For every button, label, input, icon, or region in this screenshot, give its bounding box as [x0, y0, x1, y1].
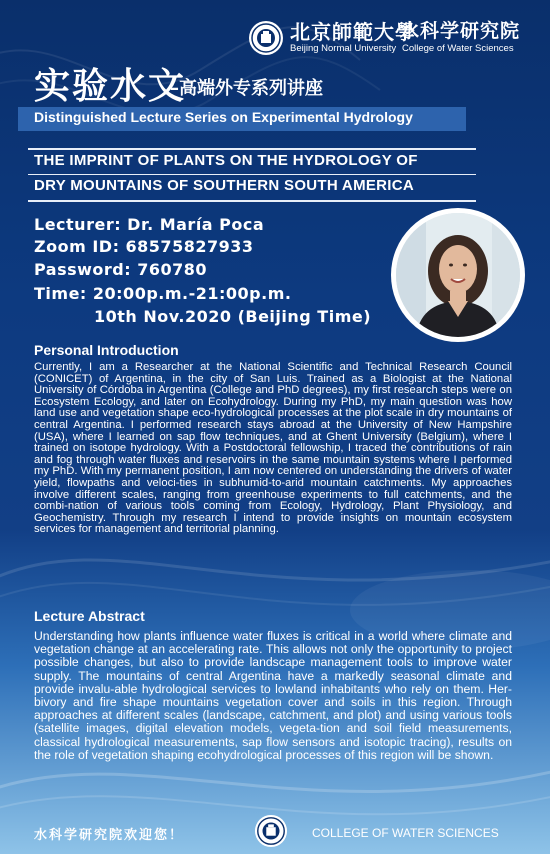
lecturer-portrait	[396, 213, 520, 337]
university-seal-icon	[254, 814, 288, 848]
series-title-en: Distinguished Lecture Series on Experimental Hydrology	[34, 109, 413, 125]
zoom-id: Zoom ID: 68575827933	[34, 237, 254, 256]
university-name-cn: 北京師範大學	[290, 20, 416, 44]
lecture-title-line-2: DRY MOUNTAINS OF SOUTHERN SOUTH AMERICA	[34, 177, 415, 194]
lecturer-name: Lecturer: Dr. María Poca	[34, 215, 265, 234]
college-name-en: College of Water Sciences	[402, 43, 514, 54]
series-subtitle-cn: –高端外专系列讲座	[170, 78, 323, 99]
portrait-illustration	[396, 213, 520, 337]
title-rule-bottom	[28, 200, 476, 202]
lecture-title-line-1: THE IMPRINT OF PLANTS ON THE HYDROLOGY OF	[34, 152, 418, 169]
lecture-time: Time: 20:00p.m.-21:00p.m.	[34, 284, 292, 303]
lecture-date: 10th Nov.2020 (Beijing Time)	[94, 307, 372, 326]
personal-introduction-heading: Personal Introduction	[34, 342, 179, 358]
university-name-en: Beijing Normal University	[290, 43, 397, 54]
college-name-cn: 水科学研究院	[400, 20, 521, 42]
personal-introduction-text: Currently, I am a Researcher at the National Scientific and Technical Research Council (CONICET) of Argentina, in the city of San Luis. Trained as a Biologist at the National University of Córdoba in Argentina (College and PhD degrees), my first research steps were on Ecosystem Ecology, and later on Ecohydrology. During my PhD, my main question was how land use and vegetation shape eco-hydrological processes at the plot scale in dry mountains of central Argentina. I performed research stays abroad at the University of New Hampshire (USA), where I learned on sap flow techniques, and at Ghent University (Belgium), where I trained on isotope hydrology. With a Postdoctoral fellowship, I traced the contributions of rain and fog through water fluxes and reservoirs in the same mountain systems where I performed my PhD. With my permanent position, I am now centered on understanding the drivers of water yield, flowpaths and veloci-ties in subhumid-to-arid mountain catchments. My approaches involve different scales, ranging from greenhouse experiments to full catchments, and the combi-nation of various tools coming from Ecology, Hydrology, Plant Physiology, and Geochemistry. Through my research I intend to provide insights on mountain ecosystem services for management and territorial planning.	[34, 361, 512, 536]
lecture-abstract-heading: Lecture Abstract	[34, 608, 145, 624]
footer-college-en: COLLEGE OF WATER SCIENCES	[312, 826, 499, 840]
title-rule-top	[28, 148, 476, 150]
zoom-password: Password: 760780	[34, 260, 208, 279]
series-title-cn: 实验水文	[34, 65, 187, 107]
university-seal-icon	[248, 20, 284, 56]
lecture-abstract-text: Understanding how plants influence water fluxes is critical in a world where climate and vegetation change at an accelerating rate. This allows not only the opportunity to project possible changes, but also to provide landscape management tools to improve water supply. The mountains of central Argentina have a markedly seasonal climate and provide invalu-able hydrological services to lowland inhabitants who rely on them. Her-bivory and fire shape mountains vegetation cover and soils in this region. Through approaches at different scales (landscape, catchment, and plot) and using various tools (satellite images, digital elevation models, vegeta-tion and soil field measurements, classical hydrological measurements, sap flow sensors and isotopic tracing), results on the role of vegetation shaping ecohydrological processes of this region will be shown.	[34, 629, 512, 762]
footer-welcome-cn: 水科学研究院欢迎您！	[34, 828, 185, 843]
title-rule-middle	[28, 174, 476, 175]
